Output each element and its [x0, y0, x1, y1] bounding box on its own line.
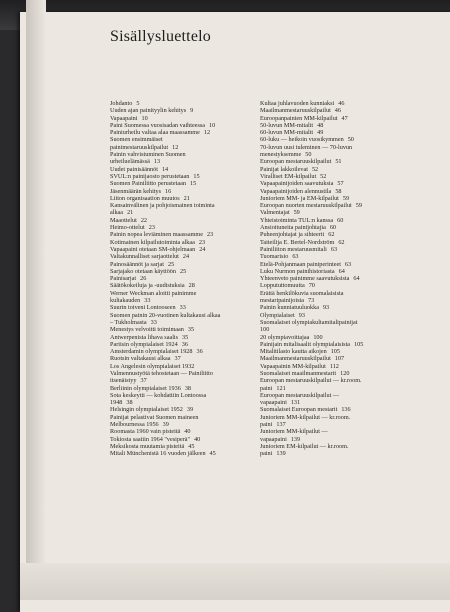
page-title: Sisällysluettelo	[110, 28, 211, 45]
toc-entry-page: 12	[203, 129, 211, 137]
toc-entry-page: 36	[181, 340, 188, 348]
toc-entry	[260, 443, 410, 450]
toc-entry	[110, 129, 250, 136]
toc-entry-title: Euroopan mestaruuskilpailut	[260, 158, 332, 166]
toc-entry-title: 1948	[110, 399, 123, 407]
toc-entry-title: Junioriem MM- ja EM-kilpailut	[260, 194, 339, 202]
toc-entry-page: 10	[209, 121, 216, 129]
toc-entry-title: Vapaapainijoiden alennustila	[260, 187, 332, 195]
toc-entry	[260, 370, 410, 377]
toc-entry-page: 139	[276, 450, 286, 458]
toc-entry	[110, 450, 250, 457]
toc-entry-page: 40	[184, 428, 191, 436]
toc-entry-title: painimestaruuskilpailut	[110, 143, 169, 151]
toc-entry-page: 137	[276, 421, 286, 429]
toc-entry	[110, 136, 250, 143]
toc-entry-page: 24	[182, 253, 190, 261]
toc-entry	[110, 261, 250, 268]
toc-entry-page: 52	[311, 165, 319, 173]
toc-entry-title: Taiteilija E. Bertel-Nordström	[260, 238, 335, 246]
toc-entry	[110, 209, 250, 216]
toc-entry-page: 16	[165, 187, 172, 195]
toc-entry-page: 38	[126, 399, 133, 407]
toc-entry-title: SVUL:n painijaosto perustetaan	[110, 172, 190, 180]
toc-entry	[260, 188, 410, 195]
toc-entry-page: 35	[182, 333, 189, 341]
toc-entry	[260, 385, 410, 392]
toc-entry-page: 26	[140, 275, 147, 283]
toc-entry-title: Maailmanmestaruuskilpailut	[260, 355, 331, 363]
toc-entry	[260, 129, 410, 136]
toc-entry-page: 131	[290, 399, 301, 407]
toc-entry-page: 50	[305, 151, 312, 159]
toc-right-column	[260, 100, 410, 458]
toc-entry-title: Los Angelesin olympialaiset 1932	[110, 362, 195, 370]
toc-entry	[110, 122, 250, 129]
toc-entry	[260, 217, 410, 224]
toc-entry-title: Luku Nurmon painihistoriasta	[260, 267, 335, 275]
toc-entry-title: menestyksemme	[260, 151, 302, 159]
toc-entry-title: Maailmanmestaruuskilpailut	[260, 107, 331, 115]
toc-entry	[260, 151, 410, 158]
toc-entry-title: Mitalitilasto kautta aikojen	[260, 348, 327, 356]
page-bottom-shade	[20, 563, 450, 600]
toc-entry	[260, 115, 410, 122]
toc-entry-page: 15	[193, 172, 200, 180]
toc-entry	[110, 180, 250, 187]
toc-entry	[260, 107, 410, 114]
toc-entry-page: 39	[186, 406, 194, 414]
toc-entry-title: Painin vahvistuminen Suomen	[110, 151, 186, 159]
toc-entry-title: Viralliset EM-kilpailut	[260, 172, 317, 180]
toc-entry-page: 63	[292, 253, 299, 261]
toc-entry	[110, 224, 250, 231]
toc-entry-title: paini	[260, 384, 273, 392]
toc-entry	[260, 377, 410, 384]
toc-entry	[110, 436, 250, 443]
toc-entry-page: 59	[342, 194, 350, 202]
toc-entry	[110, 297, 250, 304]
toc-entry	[110, 348, 250, 355]
toc-entry	[260, 246, 410, 253]
toc-entry-title: Vapaapaini	[110, 114, 138, 122]
toc-entry-title: Helsingin olympialaiset 1952	[110, 406, 183, 414]
toc-entry-title: Jäsenmäärän kehitys	[110, 187, 162, 195]
toc-entry-title: Painiliiton mestaruusmitali	[260, 245, 327, 253]
toc-entry-title: Maaottelut	[110, 216, 137, 224]
toc-entry-title: vapaapaini	[260, 399, 287, 407]
toc-entry-title: Painin kunniatuuluokka	[260, 304, 319, 312]
toc-entry-page: 59	[293, 209, 300, 217]
toc-entry-page: 105	[354, 340, 364, 348]
toc-entry	[110, 151, 250, 158]
toc-entry-title: Painosäännöt ja sarjat	[110, 260, 164, 268]
toc-entry	[110, 107, 250, 114]
toc-entry	[260, 275, 410, 282]
toc-entry-page: 35	[187, 326, 195, 334]
toc-entry	[260, 304, 410, 311]
toc-entry	[260, 224, 410, 231]
toc-entry-title: 60-luku — heikoin vuosikymmen	[260, 136, 344, 144]
toc-entry	[260, 239, 410, 246]
toc-entry-page: 112	[329, 362, 339, 370]
toc-entry-page: 59	[355, 202, 362, 210]
toc-entry-title: Vapaapaini otetaan SM-ohjelmaan	[110, 245, 196, 253]
toc-entry	[260, 319, 410, 326]
toc-entry-title: Olympialaiset	[260, 311, 295, 319]
toc-entry-page: 60	[337, 216, 344, 224]
toc-entry	[260, 173, 410, 180]
toc-entry	[260, 100, 410, 107]
toc-entry-page: 62	[328, 231, 335, 239]
toc-entry	[110, 370, 250, 377]
toc-entry-page: 121	[276, 384, 286, 392]
toc-entry-title: Sarjajako otetaan käyttöön	[110, 267, 176, 275]
toc-entry-title: Werner Weckman aloitti painimme	[110, 289, 197, 297]
toc-entry-page: 45	[188, 442, 195, 450]
toc-entry-page: 62	[338, 238, 345, 246]
toc-entry-page: 39	[162, 421, 169, 429]
toc-entry-page: 22	[140, 216, 147, 224]
toc-entry-page: 38	[184, 384, 191, 392]
toc-entry-title: Eräitä henkilökuvia suomalaisista	[260, 289, 344, 297]
toc-entry	[260, 202, 410, 209]
toc-entry-page: 48	[317, 121, 324, 129]
toc-entry-page: 100	[313, 333, 323, 341]
toc-entry-page: 9	[190, 107, 194, 115]
toc-entry-title: Kotimainen kilpailutoiminta alkaa	[110, 238, 195, 246]
toc-entry-title: Kultaa juhlavuoden kunniaksi	[260, 100, 335, 107]
toc-left-column	[110, 100, 250, 458]
toc-entry-title: – Tukholmasta	[110, 318, 147, 326]
toc-entry-page: 73	[308, 297, 315, 305]
toc-entry-title: vapaapaini	[260, 435, 287, 443]
toc-entry	[110, 421, 250, 428]
toc-entry	[110, 231, 250, 238]
toc-entry	[110, 158, 250, 165]
toc-entry-title: 100	[260, 326, 270, 334]
toc-entry-page: 33	[144, 297, 151, 305]
toc-entry-title: Paini Suomessa vuosisadan vaihteessa	[110, 121, 206, 129]
toc-entry	[110, 406, 250, 413]
toc-entry	[110, 319, 250, 326]
toc-entry-page: 37	[140, 377, 147, 385]
toc-entry-title: Uudet painisäännöt	[110, 165, 158, 173]
toc-entry-title: Säätökokeiluja ja -uudistuksia	[110, 282, 185, 290]
toc-entry-title: Ansioituneita painijohtajia	[260, 224, 326, 232]
toc-entry-title: urheiluelämässä	[110, 158, 150, 166]
toc-entry-title: Kansainvälinen ja pohjoismainen toiminta	[110, 202, 215, 210]
toc-entry-title: Mitali Münchenistä 16 vuoden jälkeen	[110, 450, 206, 458]
toc-entry	[260, 392, 410, 399]
toc-entry	[260, 428, 410, 435]
toc-entry	[110, 377, 250, 384]
toc-entry-page: 93	[322, 304, 330, 312]
toc-entry	[260, 436, 410, 443]
toc-entry-page: 25	[167, 260, 175, 268]
toc-entry	[260, 421, 410, 428]
toc-entry-title: Roomasta 1960 vain pisteitä	[110, 428, 181, 436]
toc-entry	[260, 297, 410, 304]
toc-entry-page: 13	[153, 158, 161, 166]
toc-entry	[110, 115, 250, 122]
toc-entry	[110, 253, 250, 260]
toc-entry-title: paini	[260, 421, 273, 429]
toc-entry	[260, 334, 410, 341]
toc-entry	[260, 122, 410, 129]
toc-entry	[260, 253, 410, 260]
toc-entry-title: Junioriem EM-kilpailut — kr.room.	[260, 442, 349, 450]
toc-entry-title: kultakauden	[110, 297, 141, 305]
toc-entry-title: Valmennustyötä tehostetaan — Painiliitto	[110, 369, 213, 377]
toc-entry-page: 63	[330, 245, 338, 253]
toc-entry-title: Painin nopea leviäminen maassamme	[110, 231, 203, 239]
toc-entry-title: Loppututtomuutta	[260, 282, 305, 290]
toc-entry-title: alkaa	[110, 209, 124, 217]
toc-entry	[110, 173, 250, 180]
toc-entry-title: Melbournessa 1956	[110, 421, 159, 429]
toc-entry-title: Ruotsin valtakausi alkaa	[110, 355, 171, 363]
toc-entry-title: Antwerpenista lihava saalis	[110, 333, 179, 341]
toc-entry	[260, 195, 410, 202]
toc-entry-title: 20 olympiavoittajaa	[260, 333, 310, 341]
toc-entry-title: Heimo-ottelut	[110, 224, 145, 232]
toc-entry-title: Valmentajat	[260, 209, 290, 217]
toc-entry	[110, 326, 250, 333]
toc-entry-page: 33	[179, 304, 186, 312]
toc-entry-page: 70	[308, 282, 315, 290]
toc-entry	[110, 144, 250, 151]
toc-entry-title: Puheenjohtajat ja sihteerit	[260, 231, 325, 239]
toc-entry-title: Painisarjat	[110, 275, 137, 283]
toc-entry-title: Euroopan mestaruuskilpailut — kr.room.	[260, 377, 362, 385]
toc-entry-page: 58	[335, 187, 342, 195]
toc-entry	[260, 406, 410, 413]
toc-entry	[260, 312, 410, 319]
toc-entry-title: 60-luvun MM-mitalit	[260, 129, 314, 137]
toc-entry-page: 24	[199, 245, 206, 253]
toc-entry-page: 33	[150, 318, 157, 326]
toc-entry-page: 25	[179, 267, 187, 275]
toc-entry-title: paini	[260, 450, 273, 458]
toc-entry-page: 40	[194, 435, 201, 443]
toc-entry-page: 12	[172, 143, 179, 151]
toc-entry-page: 57	[337, 180, 344, 188]
toc-entry-page: 64	[338, 267, 345, 275]
toc-entry	[110, 355, 250, 362]
toc-entry-page: 64	[353, 275, 360, 283]
toc-entry-page: 46	[338, 100, 345, 107]
toc-entry-title: Junioriem MM-kilpailut —	[260, 428, 328, 436]
toc-entry-title: Vapaapainin MM-kilpailut	[260, 362, 326, 370]
toc-entry-page: 105	[330, 348, 340, 356]
toc-entry-page: 45	[209, 450, 216, 458]
toc-entry	[110, 341, 250, 348]
toc-entry	[110, 290, 250, 297]
toc-entry-title: Painijat lakkoilevat	[260, 165, 308, 173]
toc-entry	[110, 166, 250, 173]
toc-entry-page: 51	[335, 158, 342, 166]
toc-entry-page: 120	[340, 369, 350, 377]
toc-entry-title: Berliinin olympialaiset 1936	[110, 384, 181, 392]
toc-entry-page: 23	[198, 238, 206, 246]
toc-entry-page: 21	[127, 209, 134, 217]
toc-entry	[110, 304, 250, 311]
toc-entry	[110, 195, 250, 202]
toc-entry	[110, 239, 250, 246]
toc-entry-title: Suomen painin 20-vuotinen kultakausi alkaa	[110, 311, 221, 319]
toc-entry-page: 28	[188, 282, 195, 290]
toc-entry-title: Suomalaiset olympiakultamitalipainijat	[260, 318, 358, 326]
toc-entry	[110, 399, 250, 406]
toc-entry	[260, 268, 410, 275]
toc-entry-title: Suomen Painiliitto perustetaan	[110, 180, 186, 188]
toc-entry-page: 37	[174, 355, 181, 363]
toc-entry-title: mestaripainijoista	[260, 297, 304, 305]
toc-entry	[260, 326, 410, 333]
toc-entry-title: Valtakunnalliset sarjaottelut	[110, 253, 179, 261]
toc-entry-title: Sota keskeytti — kohdattiin Lontoossa	[110, 391, 207, 399]
toc-entry-title: Suomen ensimmäiset	[110, 136, 163, 144]
toc-entry-title: Uuden ajan painityylin kehitys	[110, 107, 187, 115]
toc-entry	[260, 136, 410, 143]
toc-entry-page: 139	[290, 435, 301, 443]
toc-entry-title: 50-luvun MM-mitalit	[260, 121, 314, 129]
toc-entry-title: Tokiosta saatiin 1964 "vesiperä"	[110, 435, 191, 443]
toc-entry-page: 63	[344, 260, 352, 268]
toc-entry-page: 10	[141, 114, 148, 122]
toc-entry	[110, 428, 250, 435]
toc-entry-title: Vapaapainijoiden saavutuksia	[260, 180, 334, 188]
toc-entry-title: Painijain mitalisaalit olympialaisista	[260, 340, 351, 348]
toc-entry	[260, 355, 410, 362]
toc-entry-title: itsenäistyy	[110, 377, 137, 385]
toc-entry-page: 107	[334, 355, 345, 363]
toc-entry	[260, 166, 410, 173]
toc-entry-title: Suomalaiset Euroopan mestarit	[260, 406, 338, 414]
toc-entry	[260, 414, 410, 421]
toc-entry-title: 70-luvun uusi tuleminen — 70-luvun	[260, 143, 353, 151]
toc-entry-page: 49	[317, 129, 324, 137]
toc-entry	[110, 188, 250, 195]
toc-entry-page: 93	[298, 311, 305, 319]
toc-entry	[110, 275, 250, 282]
toc-entry-title: Euroopan nuorten mestaruuskilpailut	[260, 202, 352, 210]
toc-entry	[260, 399, 410, 406]
toc-entry	[110, 392, 250, 399]
book-gutter-shadow	[26, 0, 46, 588]
toc-entry	[110, 414, 250, 421]
toc-entry	[260, 209, 410, 216]
toc-entry	[110, 246, 250, 253]
toc-entry-title: Amsterdamin olympialaiset 1928	[110, 348, 193, 356]
toc-entry-page: 5	[136, 100, 140, 107]
toc-entry	[110, 312, 250, 319]
toc-entry	[260, 348, 410, 355]
toc-entry-page: 50	[347, 136, 354, 144]
toc-entry-title: Yhteistoiminta TUL:n kanssa	[260, 216, 334, 224]
toc-entry	[260, 450, 410, 457]
toc-entry	[110, 100, 250, 107]
toc-entry-page: 14	[161, 165, 169, 173]
toc-entry-title: Painiurheilu valtaa alaa maassamme	[110, 129, 200, 137]
toc-entry-title: Pariisin olympialaiset 1924	[110, 340, 178, 348]
toc-entry-title: Euroopanpainien MM-kilpailut	[260, 114, 338, 122]
toc-entry	[110, 282, 250, 289]
toc-entry	[110, 443, 250, 450]
toc-entry	[110, 363, 250, 370]
toc-entry-page: 23	[206, 231, 214, 239]
toc-entry-title: Suomalaiset maailmanmestarit	[260, 369, 337, 377]
toc-entry-title: Liiton organisaation muutos	[110, 194, 180, 202]
toc-entry	[110, 385, 250, 392]
toc-entry	[260, 290, 410, 297]
toc-entry-page: 52	[320, 172, 327, 180]
toc-entry	[260, 231, 410, 238]
toc-entry	[260, 363, 410, 370]
toc-entry-page: 136	[341, 406, 351, 414]
toc-entry	[110, 268, 250, 275]
toc-entry-title: Johdanto	[110, 100, 133, 107]
toc-entry-page: 23	[148, 224, 155, 232]
toc-entry-title: Junioriem MM-kilpailut — kr.room.	[260, 413, 351, 421]
toc-entry-title: Suurin toiveni Lontooseen	[110, 304, 176, 312]
toc-entry	[110, 202, 250, 209]
toc-entry	[110, 217, 250, 224]
toc-entry	[260, 158, 410, 165]
toc-entry	[260, 282, 410, 289]
toc-entry-page: 47	[341, 114, 348, 122]
toc-entry	[260, 261, 410, 268]
toc-entry-page: 15	[189, 180, 197, 188]
toc-entry-title: Yhteenveto painimme saavutuksista	[260, 275, 350, 283]
toc-entry	[260, 144, 410, 151]
toc-entry	[260, 341, 410, 348]
toc-entry-page: 46	[334, 107, 341, 115]
toc-entry-title: Painijat pelastivat Suomen maineen	[110, 413, 199, 421]
toc-entry-title: Euroopan mestaruuskilpailut —	[260, 391, 340, 399]
toc-entry-page: 60	[329, 224, 337, 232]
toc-entry-title: Meksikosta muutamia pisteitä	[110, 442, 185, 450]
toc-entry-title: Menestys velvoitti toimimaan	[110, 326, 184, 334]
toc-entry-title: Tuomarisio	[260, 253, 289, 261]
toc-entry-page: 36	[196, 348, 203, 356]
toc-entry-page: 21	[183, 194, 190, 202]
toc-entry	[110, 334, 250, 341]
toc-entry-title: Etelä-Pohjanmaan painiperinteet	[260, 260, 341, 268]
toc-entry	[260, 180, 410, 187]
